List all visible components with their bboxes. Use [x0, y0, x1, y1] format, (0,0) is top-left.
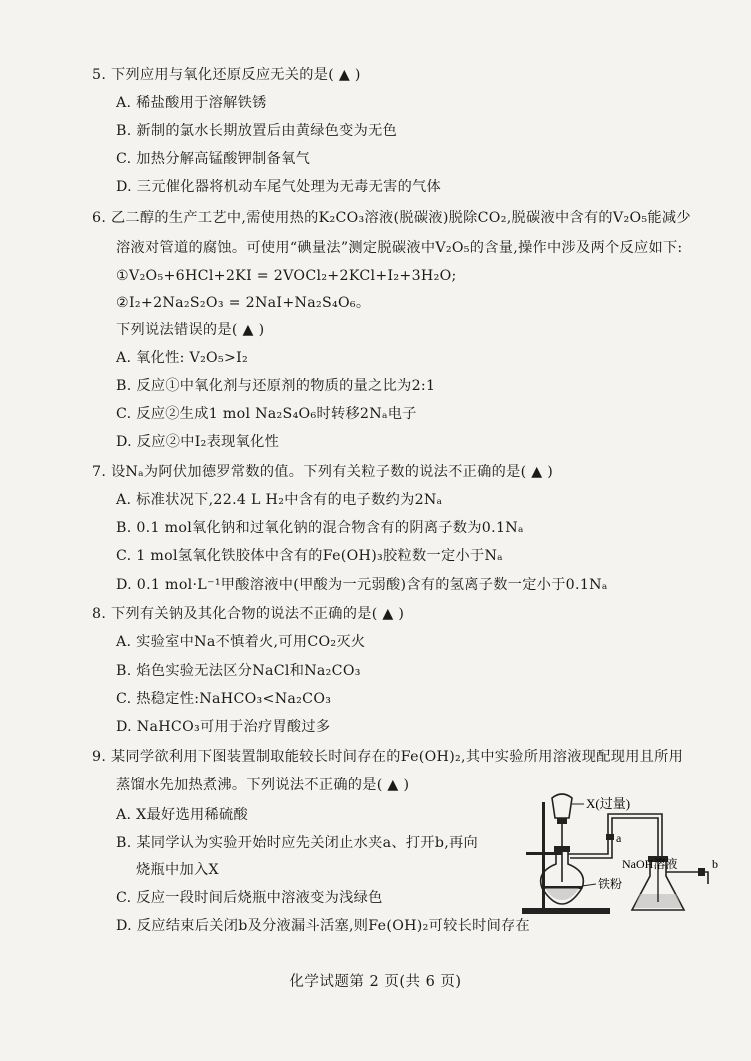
q9-stem-line1: 9. 某同学欲利用下图装置制取能较长时间存在的Fe(OH)₂,其中实验所用溶液现配现用且所用: [92, 749, 684, 765]
q7-option-a: A. 标准状况下,22.4 L H₂中含有的电子数约为2Nₐ: [116, 492, 443, 508]
fe-oh2-apparatus-figure: [512, 790, 737, 925]
q5-option-a: A. 稀盐酸用于溶解铁锈: [116, 95, 267, 111]
q9-stem-line2: 蒸馏水先加热煮沸。下列说法不正确的是( ▲ ): [116, 777, 410, 793]
label-b: b: [712, 857, 718, 871]
clamp-a: [606, 834, 614, 840]
q6-option-d: D. 反应②中I₂表现氧化性: [116, 434, 280, 450]
funnel-stopcock: [557, 818, 567, 824]
funnel-body: [552, 794, 572, 818]
q5-option-b: B. 新制的氯水长期放置后由黄绿色变为无色: [116, 123, 398, 139]
q6-option-b: B. 反应①中氧化剂与还原剂的物质的量之比为2:1: [116, 378, 436, 394]
q7-option-b: B. 0.1 mol氧化钠和过氧化钠的混合物含有的阴离子数为0.1Nₐ: [116, 520, 524, 536]
q9-option-a: A. X最好选用稀硫酸: [116, 807, 248, 823]
pointer-fe: [582, 884, 596, 886]
q5-option-c: C. 加热分解高锰酸钾制备氧气: [116, 151, 311, 167]
q7-option-d: D. 0.1 mol·L⁻¹甲酸溶液中(甲酸为一元弱酸)含有的氢离子数一定小于0.1Nₐ: [116, 577, 608, 593]
q7-option-c: C. 1 mol氢氧化铁胶体中含有的Fe(OH)₃胶粒数一定小于Nₐ: [116, 548, 503, 564]
flask-stopper: [554, 846, 570, 852]
stand-rod: [542, 802, 545, 910]
q9-option-b-line1: B. 某同学认为实验开始时应先关闭止水夹a、打开b,再向: [116, 835, 479, 851]
q8-option-c: C. 热稳定性:NaHCO₃<Na₂CO₃: [116, 691, 332, 707]
q6-ask: 下列说法错误的是( ▲ ): [116, 322, 265, 338]
q8-stem: 8. 下列有关钠及其化合物的说法不正确的是( ▲ ): [92, 606, 405, 622]
label-x-excess: X(过量): [586, 796, 631, 811]
connecting-tube: [568, 814, 662, 860]
label-a: a: [616, 831, 622, 845]
q9-option-c: C. 反应一段时间后烧瓶中溶液变为浅绿色: [116, 890, 383, 906]
q9-option-d: D. 反应结束后关闭b及分液漏斗活塞,则Fe(OH)₂可较长时间存在: [116, 918, 531, 934]
clamp-b: [698, 868, 705, 876]
q8-option-b: B. 焰色实验无法区分NaCl和Na₂CO₃: [116, 663, 361, 679]
q7-stem: 7. 设Nₐ为阿伏加德罗常数的值。下列有关粒子数的说法不正确的是( ▲ ): [92, 464, 554, 480]
label-naoh-solution: NaOH溶液: [622, 857, 678, 871]
q6-stem-line1: 6. 乙二醇的生产工艺中,需使用热的K₂CO₃溶液(脱碳液)脱除CO₂,脱碳液中含有的V₂O₅能减少: [92, 210, 691, 226]
q8-option-d: D. NaHCO₃可用于治疗胃酸过多: [116, 719, 331, 735]
q6-stem-line2: 溶液对管道的腐蚀。可使用“碘量法”测定脱碳液中V₂O₅的含量,操作中涉及两个反应如下:: [116, 240, 683, 256]
q5-option-d: D. 三元催化器将机动车尾气处理为无毒无害的气体: [116, 179, 442, 195]
q6-reaction-2: ②I₂+2Na₂S₂O₃ = 2NaI+Na₂S₄O₆。: [116, 295, 371, 311]
q8-option-a: A. 实验室中Na不慎着火,可用CO₂灭火: [116, 634, 366, 650]
q6-option-c: C. 反应②生成1 mol Na₂S₄O₆时转移2Nₐ电子: [116, 406, 417, 422]
page-footer: 化学试题第 2 页(共 6 页): [289, 974, 462, 990]
q9-option-b-line2: 烧瓶中加入X: [136, 862, 219, 878]
q5-stem: 5. 下列应用与氧化还原反应无关的是( ▲ ): [92, 67, 361, 83]
q6-reaction-1: ①V₂O₅+6HCl+2KI = 2VOCl₂+2KCl+I₂+3H₂O;: [116, 268, 457, 284]
q6-option-a: A. 氧化性: V₂O₅>I₂: [116, 350, 249, 366]
stand-base: [522, 908, 610, 914]
label-iron-powder: 铁粉: [598, 877, 623, 891]
